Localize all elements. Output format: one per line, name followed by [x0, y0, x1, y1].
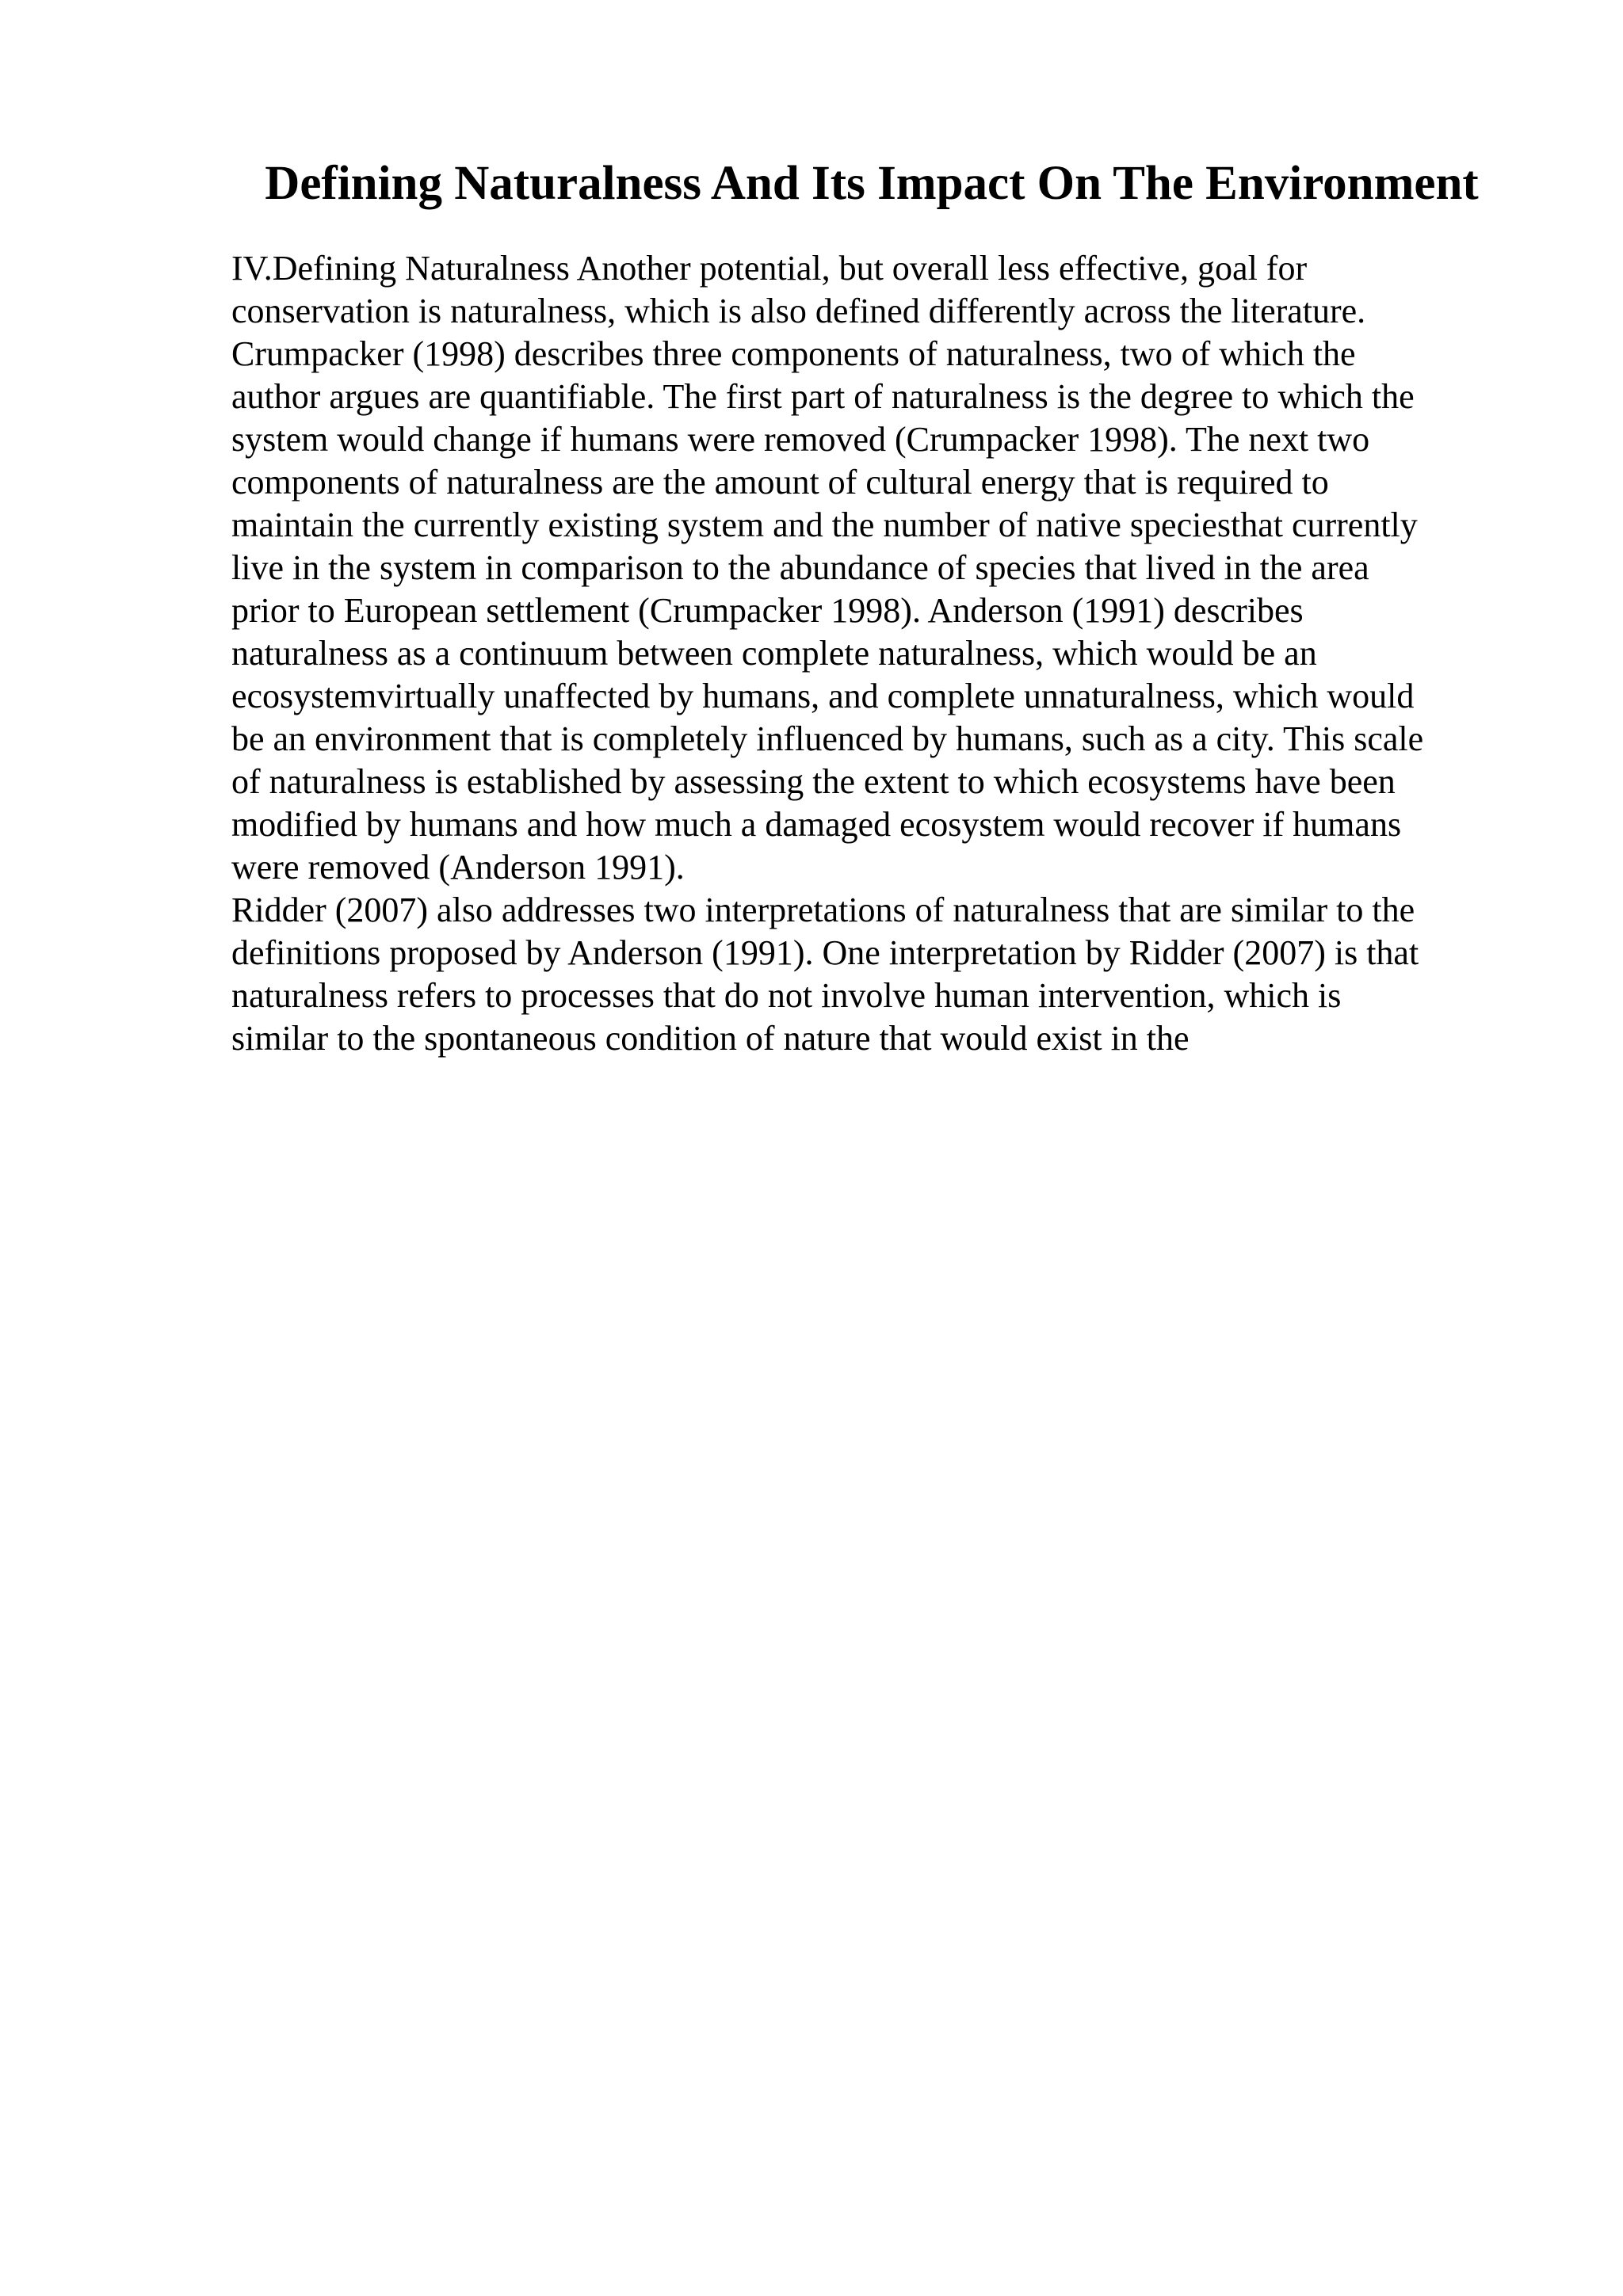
body-line: modified by humans and how much a damaged ecosystem would recover if humans	[231, 805, 1402, 844]
body-line: Crumpacker (1998) describes three components of naturalness, two of which the	[231, 334, 1356, 373]
body-line: maintain the currently existing system and the number of native speciesthat currently	[231, 505, 1418, 544]
body-line: prior to European settlement (Crumpacker 1998). Anderson (1991) describes	[231, 591, 1304, 630]
body-line: ecosystemvirtually unaffected by humans, and complete unnaturalness, which would	[231, 677, 1415, 715]
body-line: naturalness refers to processes that do not involve human intervention, which is	[231, 976, 1342, 1015]
body-line: conservation is naturalness, which is also defined differently across the literature.	[231, 292, 1366, 330]
body-line: naturalness as a continuum between complete naturalness, which would be an	[231, 634, 1317, 673]
body-line: were removed (Anderson 1991).	[231, 848, 685, 887]
body-line: of naturalness is established by assessing the extent to which ecosystems have been	[231, 762, 1396, 801]
document-body	[231, 247, 1515, 1060]
body-line: author argues are quantifiable. The first part of naturalness is the degree to which the	[231, 377, 1415, 416]
body-line: live in the system in comparison to the abundance of species that lived in the area	[231, 548, 1369, 587]
body-line: definitions proposed by Anderson (1991). One interpretation by Ridder (2007) is that	[231, 933, 1419, 972]
body-line: Ridder (2007) also addresses two interpretations of naturalness that are similar to the	[231, 891, 1415, 929]
body-line: components of naturalness are the amount of cultural energy that is required to	[231, 463, 1329, 502]
body-line: system would change if humans were removed (Crumpacker 1998). The next two	[231, 420, 1370, 459]
body-line: similar to the spontaneous condition of nature that would exist in the	[231, 1019, 1190, 1058]
body-line: IV.Defining Naturalness Another potential, but overall less effective, goal for	[231, 249, 1308, 288]
body-line: be an environment that is completely influenced by humans, such as a city. This scale	[231, 719, 1424, 758]
document-title: Defining Naturalness And Its Impact On The Environment	[265, 157, 1479, 210]
